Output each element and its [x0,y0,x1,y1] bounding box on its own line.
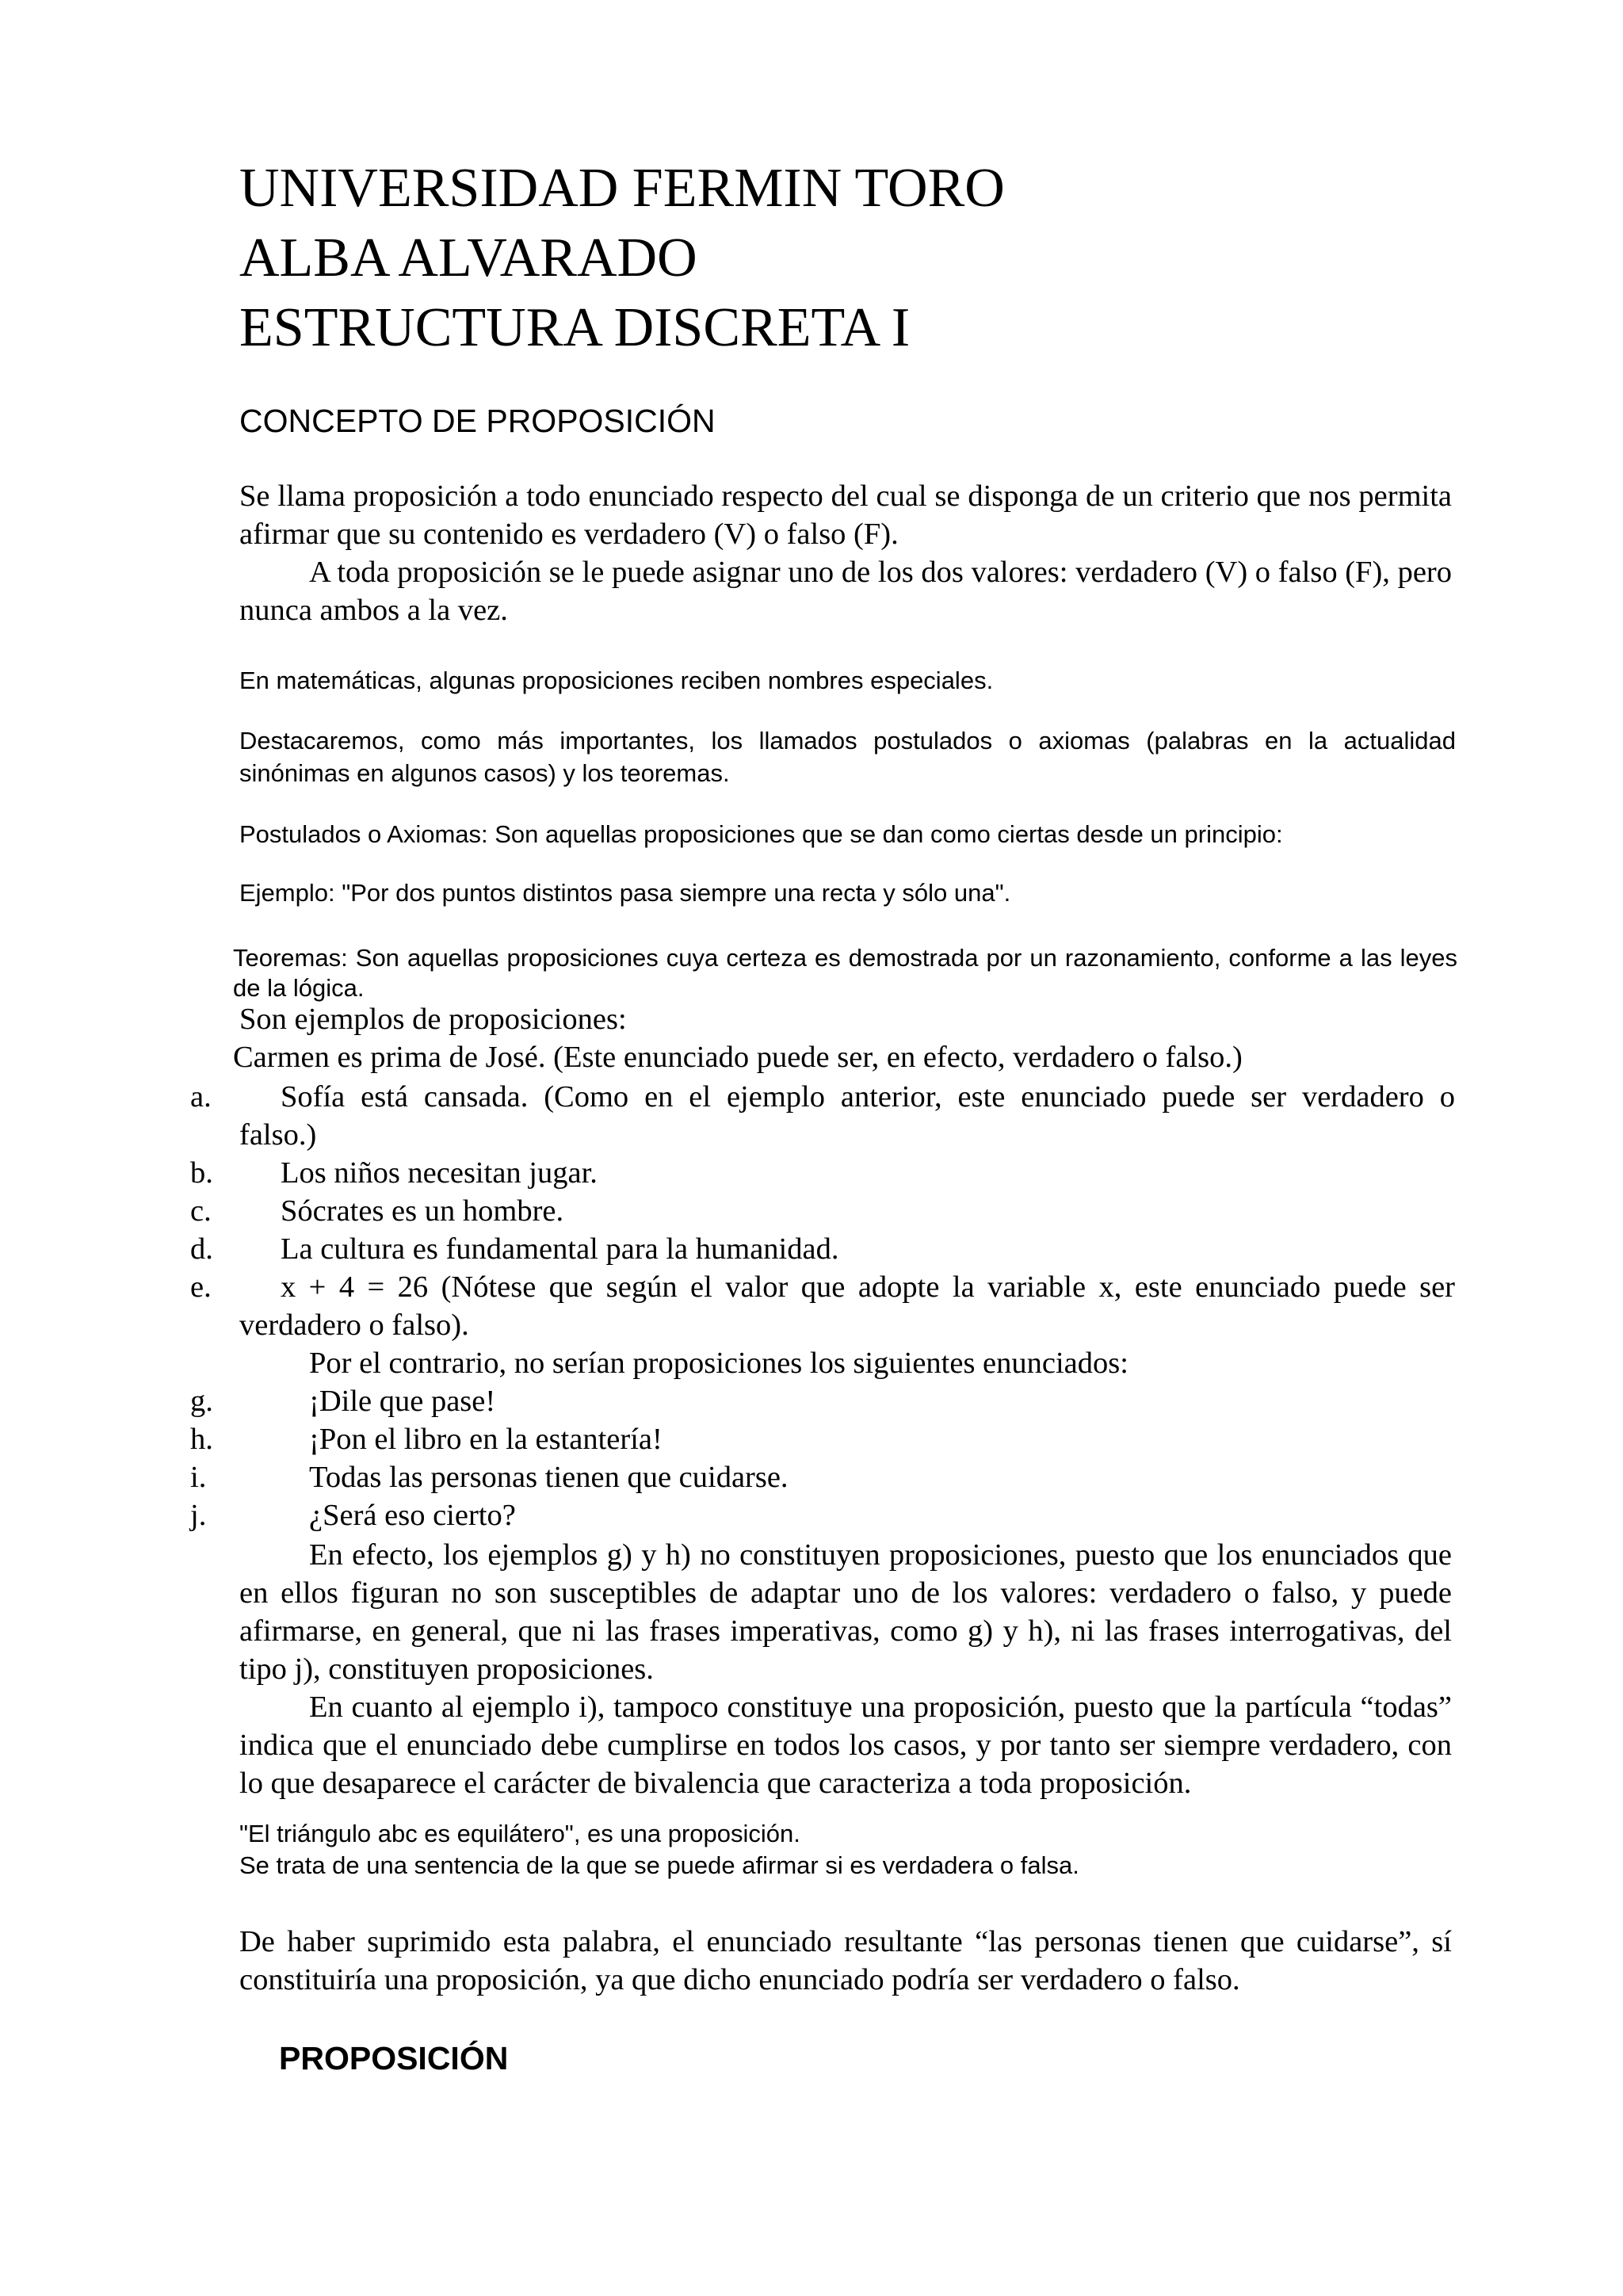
header-course: ESTRUCTURA DISCRETA I [239,297,911,358]
list-item-continuation: verdadero o falso). [239,1308,469,1342]
section-title: CONCEPTO DE PROPOSICIÓN [239,403,716,439]
list-marker: g. [190,1385,213,1418]
header-author: ALBA ALVARADO [239,227,697,288]
list-item: x + 4 = 26 (Nótese que según el valor que adopte la variable x, este enunciado puede ser [281,1270,1455,1304]
list-marker: b. [190,1156,213,1190]
explanation-paragraph-1: En efecto, los ejemplos g) y h) no constituyen proposiciones, puesto que los enunciados que en ellos figuran no son susceptibles de adaptar uno de los valores: verdadero o falso, y puede afirmarse, en general, que ni las frases imperativas, como g) y h), ni las frases interrogativas, del tipo j), constituyen proposiciones. [239,1538,1452,1686]
footer-heading: PROPOSICIÓN [279,2040,509,2076]
non-examples-heading: Por el contrario, no serían proposiciones los siguientes enunciados: [309,1347,1128,1380]
list-marker: i. [190,1461,207,1494]
examples-heading: Son ejemplos de proposiciones: [239,1003,627,1036]
list-item: ¡Dile que pase! [309,1385,496,1418]
intro-paragraph-1: Se llama proposición a todo enunciado respecto del cual se disponga de un criterio que nos permita afirmar que su contenido es verdadero (V) o falso (F). [239,479,1452,551]
list-item: Los niños necesitan jugar. [281,1156,598,1190]
explanation-paragraph-2: En cuanto al ejemplo i), tampoco constituye una proposición, puesto que la partícula “todas” indica que el enunciado debe cumplirse en todos los casos, y por tanto ser siempre verdadero, con lo que desaparece el carácter de bivalencia que caracteriza a toda proposición. [239,1690,1452,1800]
list-item: ¿Será eso cierto? [309,1499,516,1532]
triangle-line-1: "El triángulo abc es equilátero", es una proposición. [239,1820,800,1847]
list-marker: d. [190,1232,213,1266]
list-item: ¡Pon el libro en la estantería! [309,1423,663,1456]
example-first: Carmen es prima de José. (Este enunciado puede ser, en efecto, verdadero o falso.) [233,1041,1243,1074]
header-university: UNIVERSIDAD FERMIN TORO [239,158,1005,219]
list-item-continuation: falso.) [239,1118,317,1152]
note-axioms-theorems: Destacaremos, como más importantes, los llamados postulados o axiomas (palabras en la actualidad sinónimas en algunos casos) y los teoremas. [239,727,1456,787]
list-item: Todas las personas tienen que cuidarse. [309,1461,789,1494]
note-special-names: En matemáticas, algunas proposiciones reciben nombres especiales. [239,667,994,694]
list-marker: e. [190,1270,212,1304]
list-item: Sofía está cansada. (Como en el ejemplo anterior, este enunciado puede ser verdadero o [281,1080,1455,1114]
list-marker: a. [190,1080,212,1114]
triangle-line-2: Se trata de una sentencia de la que se puede afirmar si es verdadera o falsa. [239,1851,1079,1879]
list-marker: c. [190,1194,212,1228]
list-marker: h. [190,1423,213,1456]
note-postulates: Postulados o Axiomas: Son aquellas proposiciones que se dan como ciertas desde un principio: [239,820,1283,848]
closing-paragraph: De haber suprimido esta palabra, el enunciado resultante “las personas tienen que cuidarse”, sí constituiría una proposición, ya que dicho enunciado podría ser verdadero o falso. [239,1925,1452,1996]
intro-paragraph-2: A toda proposición se le puede asignar uno de los dos valores: verdadero (V) o falso (F), pero nunca ambos a la vez. [239,556,1452,627]
list-marker: j. [190,1499,207,1532]
note-theorems: Teoremas: Son aquellas proposiciones cuya certeza es demostrada por un razonamiento, conforme a las leyes de la lógica. [233,944,1457,1002]
list-item: Sócrates es un hombre. [281,1194,564,1228]
note-example: Ejemplo: "Por dos puntos distintos pasa siempre una recta y sólo una". [239,879,1011,907]
list-item: La cultura es fundamental para la humanidad. [281,1232,839,1266]
